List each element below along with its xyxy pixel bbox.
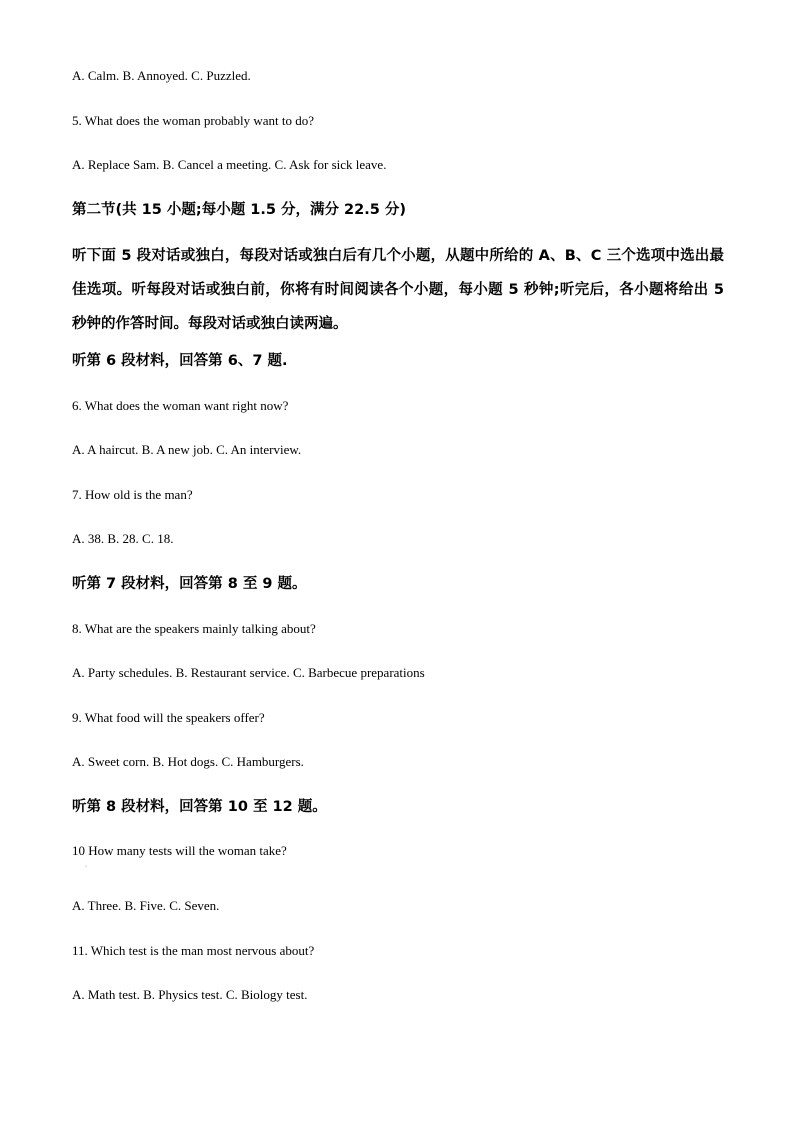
section-heading: 第二节(共 15 小题;每小题 1.5 分，满分 22.5 分) xyxy=(72,202,406,218)
question-8: 8. What are the speakers mainly talking about? xyxy=(72,621,316,636)
q4-options: A. Calm. B. Annoyed. C. Puzzled. xyxy=(72,68,251,83)
q8-options: A. Party schedules. B. Restaurant service. C. Barbecue preparations xyxy=(72,665,425,680)
question-5: 5. What does the woman probably want to do? xyxy=(72,113,315,128)
question-9: 9. What food will the speakers offer? xyxy=(72,710,265,725)
material-7-heading: 听第 7 段材料，回答第 8 至 9 题。 xyxy=(72,576,307,592)
q7-options: A. 38. B. 28. C. 18. xyxy=(72,531,174,546)
instructions-paragraph: 听下面 5 段对话或独白，每段对话或独白后有几个小题，从题中所给的 A、B、C 三个选项中选出最佳选项。听每段对话或独白前，你将有时间阅读各个小题，每小题 5 秒钟;听完后，各小题将给出 5 秒钟的作答时间。每段对话或独白读两遍。 xyxy=(72,248,724,332)
question-10: 10 How many tests will the woman take? xyxy=(72,843,287,858)
question-11: 11. Which test is the man most nervous about? xyxy=(72,943,315,958)
q10-options: A. Three. B. Five. C. Seven. xyxy=(72,898,220,913)
stray-dot: · xyxy=(85,864,87,870)
material-6-heading: 听第 6 段材料，回答第 6、7 题. xyxy=(72,353,288,369)
q11-options: A. Math test. B. Physics test. C. Biology test. xyxy=(72,987,308,1002)
question-7: 7. How old is the man? xyxy=(72,487,193,502)
q6-options: A. A haircut. B. A new job. C. An interview. xyxy=(72,442,302,457)
q9-options: A. Sweet corn. B. Hot dogs. C. Hamburgers. xyxy=(72,754,304,769)
material-8-heading: 听第 8 段材料，回答第 10 至 12 题。 xyxy=(72,799,327,815)
question-6: 6. What does the woman want right now? xyxy=(72,398,289,413)
q5-options: A. Replace Sam. B. Cancel a meeting. C. Ask for sick leave. xyxy=(72,157,387,172)
